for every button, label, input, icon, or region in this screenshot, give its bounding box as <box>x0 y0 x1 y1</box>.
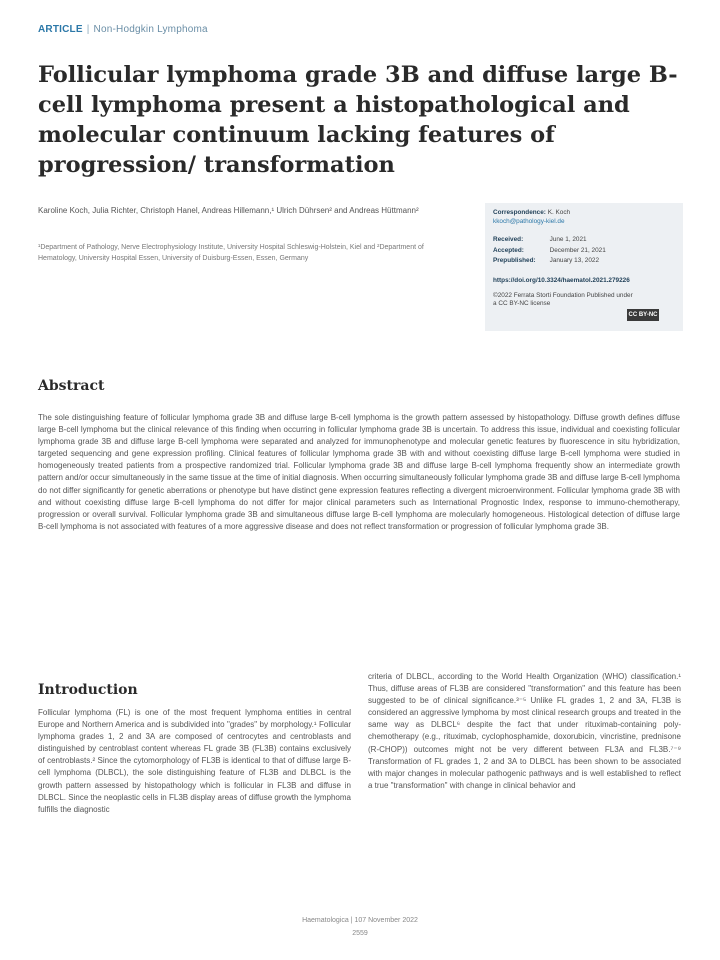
journal-footer: Haematologica | 107 November 2022 <box>302 917 418 924</box>
date-label: Prepublished: <box>493 257 536 264</box>
affiliations: ¹Department of Pathology, Nerve Electrophysiology Institute, University Hospital Schleswig-Holstein, Kiel and ²Department of Hematology, University Hospital Essen, University of Duisburg-Essen, Essen, Germany <box>38 244 424 262</box>
date-label: Received: <box>493 236 524 243</box>
introduction-left-column: Follicular lymphoma (FL) is one of the most frequent lymphoma entities in central Europe and Northern America and is subdivided into "grades" by morphology.¹ Follicular lymphoma grades 1, 2 and 3A are composed of centrocytes and centroblasts and distinguished by centroblast content whereas FL grade 3B (FL3B) contains exclusively of centroblasts.² Since the cytomorphology of FL3B is identical to that of diffuse large B-cell lymphoma (DLBCL), the sole distinguishing feature of FL3B and DLBCL is the growth pattern assessed by histopathology which is follicular in FL3B and diffuse in DLBCL. Since the neoplastic cells in FL3B display areas of diffuse growth the lymphoma fulfills the diagnostic <box>38 708 351 814</box>
article-info-box <box>485 203 683 331</box>
date-value: June 1, 2021 <box>549 236 587 243</box>
correspondence-email-link[interactable]: kkoch@pathology-kiel.de <box>493 218 565 225</box>
correspondence-label: Correspondence: <box>493 209 546 216</box>
cc-license-icon[interactable]: CC BY-NC <box>627 309 659 321</box>
date-row-received <box>493 235 620 246</box>
doi-link[interactable]: https://doi.org/10.3324/haematol.2021.279226 <box>493 276 630 284</box>
author-list: Karoline Koch, Julia Richter, Christoph Hanel, Andreas Hillemann,¹ Ulrich Dührsen² and Andreas Hüttmann² <box>38 206 419 215</box>
date-label: Accepted: <box>493 246 524 254</box>
date-row-prepublished <box>493 256 620 267</box>
article-title: Follicular lymphoma grade 3B and diffuse large B-cell lymphoma present a histopathological and molecular continuum lacking features of progression/ transformation <box>38 62 678 178</box>
article-type: ARTICLE <box>38 24 83 35</box>
date-value: December 21, 2021 <box>549 246 606 254</box>
dates-table <box>493 235 620 267</box>
correspondence-name: K. Koch <box>547 209 571 216</box>
introduction-heading: Introduction <box>38 682 138 698</box>
kicker-separator: | <box>86 24 90 35</box>
date-value: January 13, 2022 <box>549 257 600 264</box>
date-row-accepted <box>493 246 620 257</box>
abstract-text: The sole distinguishing feature of follicular lymphoma grade 3B and diffuse large B-cell lymphoma is the growth pattern assessed by histopathology. Diffuse growth defines diffuse large B-cell lymphoma but the clinical relevance of this finding when occurring in follicular lymphoma grade 3B is uncertain. To address this issue, individual and coexisting follicular lymphoma grade 3B and diffuse large B-cell lymphoma were separated and analyzed for immunophenotype and molecular genetic features by fluorescence in situ hybridization, targeted sequencing and gene expression profiling. Clinical features of follicular lymphoma grade 3B with and without coexisting diffuse large B-cell lymphoma were studied in homogeneously treated patients from a prospective randomized trial. Follicular lymphoma grade 3B and diffuse large B-cell lymphoma frequently show an intermediate growth pattern and/or occur simultaneously in the same tissue at the time of initial diagnosis. When occurring simultaneously follicular lymphoma grade 3B and diffuse large B-cell lymphoma do not differ significantly for genetic aberrations or phenotype but have distinct gene expression features reflecting a divergent microenvironment. Follicular lymphoma grade 3B with and without coexisting diffuse large B-cell lymphoma do not differ for major clinical parameters such as International Prognostic Index, response to immuno-chemotherapy, progression or overall survival. Follicular lymphoma grade 3B and simultaneous diffuse large B-cell lymphoma are molecularly homogeneous. Histological detection of diffuse large B-cell lymphoma is not associated with features of a more aggressive disease and does not reflect transformation or progression of follicular lymphoma grade 3B. <box>38 413 680 531</box>
copyright-notice: ©2022 Ferrata Storti Foundation Published under a CC BY-NC license <box>493 291 633 307</box>
page-number: 2559 <box>352 930 368 937</box>
article-kicker <box>38 24 208 35</box>
introduction-right-column: criteria of DLBCL, according to the World Health Organization (WHO) classification.¹ Thus, diffuse areas of FL3B are considered "transformation" and this feature has been suggested to be of clinical significance.³⁻⁵ Unlike FL grades 1, 2 and 3A, FL3B is considered an aggressive lymphoma by most clinical research groups and treated in the same way as DLBCL⁶ despite the fact that under rituximab-containing poly-chemotherapy (e.g., rituximab, cyclophosphamide, doxorubicin, vincristine, prednisone (R-CHOP)) outcomes might not be very different between FL3A and FL3B.⁷⁻⁹ Transformation of FL grades 1, 2 and 3A to DLBCL has been shown to be associated with major changes in molecular pathogenic pathways and is well established to reflect a true "transformation" with change in clinical behavior and <box>368 672 681 790</box>
article-category: Non-Hodgkin Lymphoma <box>93 24 208 35</box>
abstract-heading: Abstract <box>38 378 105 394</box>
correspondence <box>493 209 675 225</box>
